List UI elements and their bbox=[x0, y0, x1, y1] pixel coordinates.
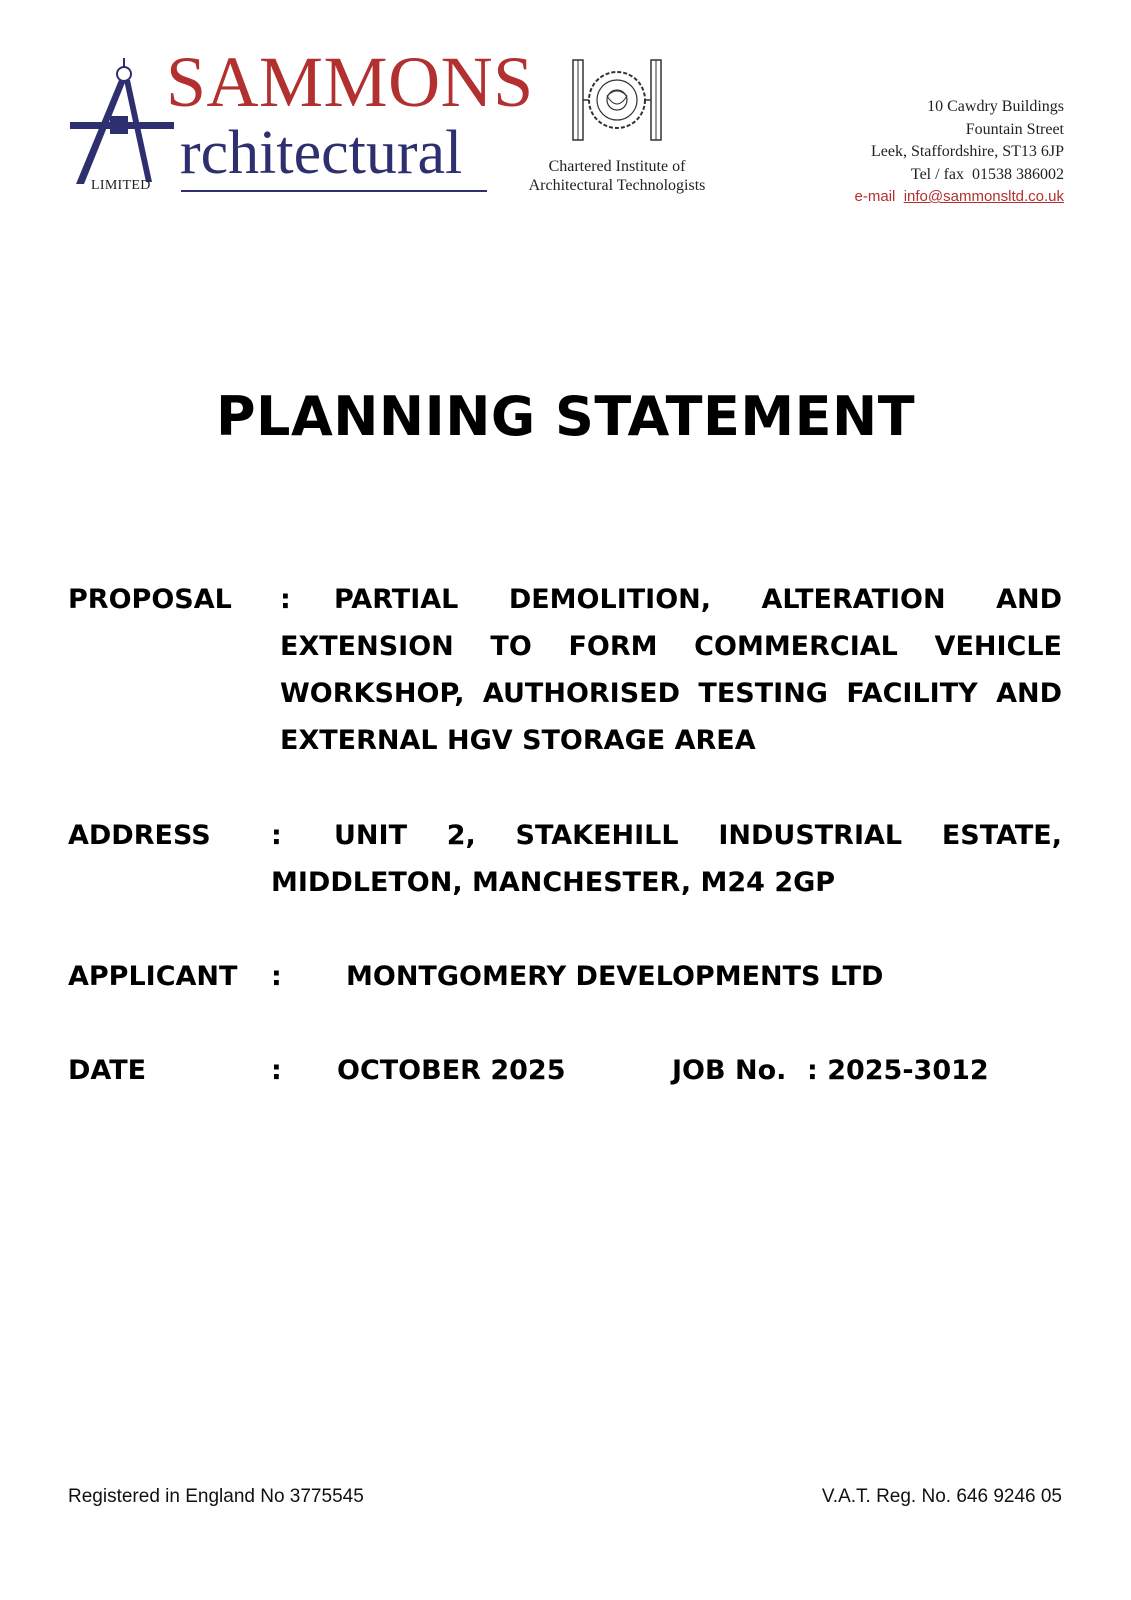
address-colon: : bbox=[271, 820, 282, 851]
compass-a-icon bbox=[66, 52, 176, 192]
registration-number: Registered in England No 3775545 bbox=[68, 1486, 364, 1507]
job-label: JOB No. bbox=[672, 1055, 787, 1086]
address-line-1-value: UNIT 2, STAKEHILL INDUSTRIAL ESTATE, bbox=[334, 820, 1062, 851]
email-label: e-mail bbox=[854, 188, 896, 205]
applicant-colon: : bbox=[271, 961, 282, 992]
date-label: DATE bbox=[68, 1055, 147, 1086]
address-line-2: Fountain Street bbox=[965, 120, 1064, 138]
company-address bbox=[855, 96, 1064, 209]
ciat-crest-icon bbox=[569, 56, 665, 146]
address-line-1: 10 Cawdry Buildings bbox=[927, 98, 1064, 115]
page-title: PLANNING STATEMENT bbox=[215, 385, 916, 448]
logo-limited: LIMITED bbox=[91, 178, 151, 193]
date-colon: : bbox=[271, 1055, 282, 1086]
address-label: ADDRESS bbox=[68, 820, 211, 851]
institute-line-2: Architectural Technologists bbox=[528, 177, 706, 194]
logo-sammons: SAMMONS bbox=[166, 42, 534, 122]
proposal-label: PROPOSAL bbox=[68, 584, 232, 615]
address-line-2-value: MIDDLETON, MANCHESTER, M24 2GP bbox=[271, 867, 836, 898]
logo-architectural: rchitectural bbox=[180, 119, 463, 187]
vat-number: V.A.T. Reg. No. 646 9246 05 bbox=[821, 1486, 1062, 1507]
institute-caption bbox=[522, 157, 712, 195]
proposal-line-4: EXTERNAL HGV STORAGE AREA bbox=[280, 725, 756, 756]
institute-line-1: Chartered Institute of bbox=[548, 158, 686, 175]
applicant-value: MONTGOMERY DEVELOPMENTS LTD bbox=[346, 961, 884, 992]
date-value: OCTOBER 2025 bbox=[337, 1055, 566, 1086]
applicant-label: APPLICANT bbox=[68, 961, 238, 992]
email-row bbox=[855, 186, 1064, 209]
proposal-colon: : bbox=[280, 584, 291, 615]
email-link[interactable]: info@sammonsltd.co.uk bbox=[903, 188, 1064, 205]
logo-underline bbox=[181, 190, 487, 192]
proposal-line-3: WORKSHOP, AUTHORISED TESTING FACILITY AND bbox=[280, 678, 1062, 709]
proposal-line-2: EXTENSION TO FORM COMMERCIAL VEHICLE bbox=[280, 631, 1062, 662]
job-value: : 2025-3012 bbox=[807, 1055, 989, 1086]
address-line-3: Leek, Staffordshire, ST13 6JP bbox=[870, 143, 1064, 160]
proposal-line-1: PARTIAL DEMOLITION, ALTERATION AND bbox=[334, 584, 1062, 615]
telephone: Tel / fax 01538 386002 bbox=[910, 165, 1064, 183]
